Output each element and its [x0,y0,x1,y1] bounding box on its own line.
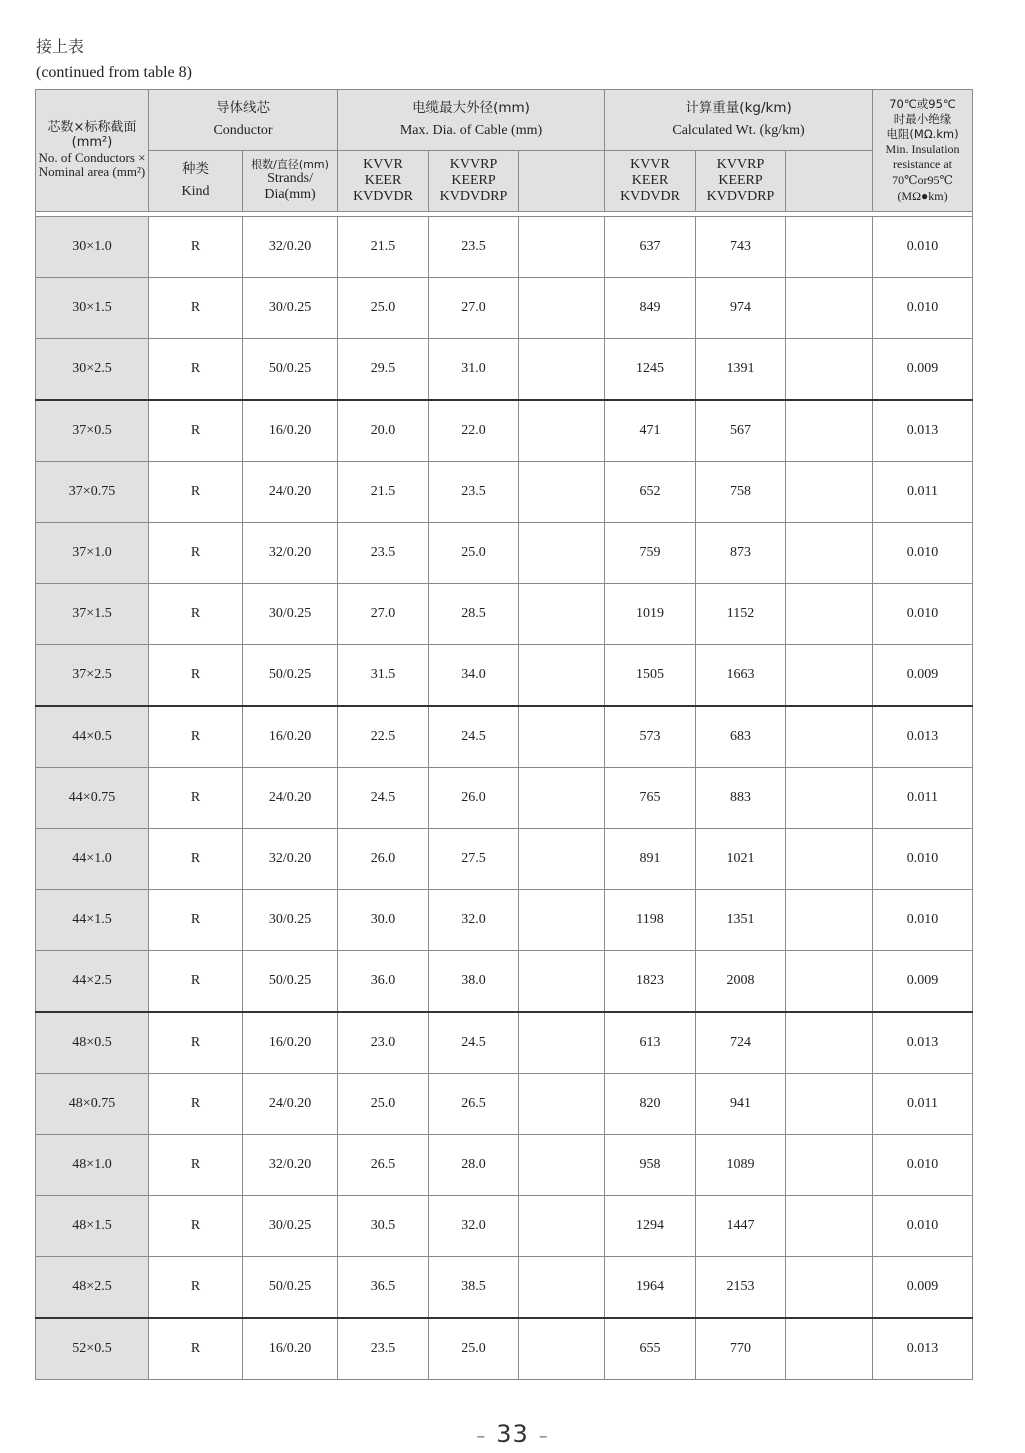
cell-strands: 32/0.20 [243,217,338,278]
type-kvvr: KVVR [363,156,403,172]
cell-wt-kvvr: 765 [605,768,696,829]
cell-wt-blank [786,706,873,768]
cell-dia-blank [519,584,605,645]
cell-wt-blank [786,1318,873,1380]
cell-dia-kvvr: 25.0 [338,278,429,339]
cell-kind: R [149,1196,243,1257]
header-conductor [149,90,338,151]
cell-kind: R [149,584,243,645]
cell-dia-kvvr: 26.0 [338,829,429,890]
cell-wt-blank [786,1074,873,1135]
cell-resistance: 0.010 [873,278,973,339]
type-keer: KEER [364,172,402,188]
cell-wt-kvvr: 1019 [605,584,696,645]
header-kind-cn: 种类 [182,161,209,178]
cell-kind: R [149,1074,243,1135]
table-row [36,339,973,401]
cell-kind: R [149,278,243,339]
cell-wt-kvvrp: 1351 [696,890,786,951]
cell-resistance: 0.010 [873,523,973,584]
cell-dia-kvvr: 22.5 [338,706,429,768]
cell-dia-kvvrp: 23.5 [429,462,519,523]
cell-resistance: 0.011 [873,1074,973,1135]
header-max-dia-cn: 电缆最大外径(mm) [412,100,530,117]
cell-wt-kvvrp: 683 [696,706,786,768]
table-row [36,1257,973,1319]
cell-spec: 44×1.5 [36,890,149,951]
cell-strands: 30/0.25 [243,1196,338,1257]
page-number [0,1420,1025,1448]
cell-kind: R [149,217,243,278]
cell-strands: 32/0.20 [243,523,338,584]
cell-spec: 44×2.5 [36,951,149,1013]
header-res-en2: resistance at [893,157,953,172]
cell-dia-kvvrp: 28.5 [429,584,519,645]
cell-dia-kvvr: 25.0 [338,1074,429,1135]
cell-wt-blank [786,1012,873,1074]
cell-spec: 48×1.0 [36,1135,149,1196]
cell-dia-kvvr: 21.5 [338,462,429,523]
cell-spec: 37×2.5 [36,645,149,707]
cell-strands: 32/0.20 [243,1135,338,1196]
cell-resistance: 0.010 [873,1196,973,1257]
cell-resistance: 0.011 [873,768,973,829]
cell-dia-kvvr: 20.0 [338,400,429,462]
cell-kind: R [149,1318,243,1380]
cell-dia-kvvrp: 26.5 [429,1074,519,1135]
caption-cn: 接上表 [36,37,85,56]
cell-wt-kvvr: 613 [605,1012,696,1074]
cable-spec-table [35,89,973,1380]
cell-dia-kvvrp: 28.0 [429,1135,519,1196]
cell-dia-blank [519,1012,605,1074]
cell-strands: 30/0.25 [243,584,338,645]
cell-wt-kvvr: 471 [605,400,696,462]
cell-strands: 24/0.20 [243,768,338,829]
table-row [36,400,973,462]
cell-spec: 30×1.0 [36,217,149,278]
header-dia-kvvrp [429,151,519,212]
cell-dia-blank [519,645,605,707]
cell-wt-kvvrp: 1391 [696,339,786,401]
page-dash-left: – [476,1426,487,1447]
cell-wt-blank [786,1257,873,1319]
cell-spec: 37×1.0 [36,523,149,584]
cell-dia-blank [519,1196,605,1257]
cell-spec: 48×1.5 [36,1196,149,1257]
cell-wt-kvvr: 1245 [605,339,696,401]
cell-wt-kvvrp: 1663 [696,645,786,707]
cell-wt-kvvrp: 758 [696,462,786,523]
cell-wt-kvvrp: 1447 [696,1196,786,1257]
cell-wt-kvvrp: 1152 [696,584,786,645]
cell-dia-blank [519,1318,605,1380]
cell-resistance: 0.010 [873,217,973,278]
cell-wt-kvvr: 652 [605,462,696,523]
cell-dia-kvvrp: 32.0 [429,1196,519,1257]
header-max-dia-en: Max. Dia. of Cable (mm) [399,122,543,138]
header-strands-en: Strands/ Dia(mm) [264,171,316,203]
cell-dia-kvvrp: 31.0 [429,339,519,401]
cell-dia-kvvr: 36.0 [338,951,429,1013]
type-keer-wt: KEER [631,172,669,188]
cell-strands: 50/0.25 [243,951,338,1013]
cell-dia-blank [519,523,605,584]
cell-wt-blank [786,584,873,645]
header-wt-kvvrp [696,151,786,212]
header-insulation-resistance [873,90,973,212]
cell-dia-blank [519,706,605,768]
table-row [36,462,973,523]
header-calc-wt-en: Calculated Wt. (kg/km) [672,122,805,138]
table-row [36,278,973,339]
cell-kind: R [149,523,243,584]
cell-wt-blank [786,217,873,278]
cell-kind: R [149,339,243,401]
cell-resistance: 0.010 [873,890,973,951]
cell-dia-kvvrp: 27.0 [429,278,519,339]
cell-wt-blank [786,951,873,1013]
table-row [36,768,973,829]
cell-wt-kvvr: 637 [605,217,696,278]
cell-wt-kvvr: 1823 [605,951,696,1013]
header-conductor-cn: 导体线芯 [216,100,270,117]
type-kvvr-wt: KVVR [630,156,670,172]
cell-wt-kvvrp: 873 [696,523,786,584]
cell-wt-blank [786,645,873,707]
cell-strands: 16/0.20 [243,706,338,768]
header-calc-wt-cn: 计算重量(kg/km) [685,100,792,117]
cell-spec: 30×1.5 [36,278,149,339]
cell-strands: 30/0.25 [243,278,338,339]
cell-wt-kvvr: 1964 [605,1257,696,1319]
cell-dia-kvvrp: 24.5 [429,706,519,768]
header-kind [149,151,243,212]
table-row [36,951,973,1013]
type-keerp: KEERP [451,172,496,188]
cell-dia-blank [519,1257,605,1319]
type-kvdvdr-wt: KVDVDR [620,189,680,205]
table-row [36,645,973,707]
cell-kind: R [149,400,243,462]
cell-dia-kvvrp: 22.0 [429,400,519,462]
cell-dia-kvvr: 27.0 [338,584,429,645]
cell-dia-kvvrp: 38.0 [429,951,519,1013]
header-res-en1: Min. Insulation [885,141,960,156]
cell-spec: 37×0.75 [36,462,149,523]
header-dia-kvvr [338,151,429,212]
cell-spec: 44×1.0 [36,829,149,890]
type-kvvrp-wt: KVVRP [716,156,765,172]
table-row [36,584,973,645]
cell-strands: 16/0.20 [243,1318,338,1380]
cell-kind: R [149,706,243,768]
cell-strands: 16/0.20 [243,400,338,462]
cell-kind: R [149,1135,243,1196]
cell-wt-kvvr: 655 [605,1318,696,1380]
table-row [36,890,973,951]
cell-spec: 48×0.75 [36,1074,149,1135]
cell-wt-kvvr: 759 [605,523,696,584]
cell-wt-blank [786,523,873,584]
cell-dia-kvvrp: 23.5 [429,217,519,278]
cell-dia-kvvr: 31.5 [338,645,429,707]
cell-resistance: 0.011 [873,462,973,523]
cell-kind: R [149,1257,243,1319]
cell-strands: 24/0.20 [243,462,338,523]
cell-wt-blank [786,768,873,829]
cell-resistance: 0.013 [873,706,973,768]
cell-wt-blank [786,462,873,523]
header-strands [243,151,338,212]
cell-wt-blank [786,339,873,401]
cell-dia-kvvr: 29.5 [338,339,429,401]
cell-kind: R [149,1012,243,1074]
cell-strands: 24/0.20 [243,1074,338,1135]
cell-dia-blank [519,951,605,1013]
cell-wt-blank [786,829,873,890]
table-row [36,217,973,278]
cell-wt-blank [786,400,873,462]
header-calc-wt [605,90,873,151]
cell-wt-kvvrp: 743 [696,217,786,278]
cell-dia-kvvrp: 38.5 [429,1257,519,1319]
table-row [36,1196,973,1257]
cell-dia-kvvrp: 26.0 [429,768,519,829]
header-spec-cn: 芯数×标称截面(mm²) [47,119,137,150]
header-spec [36,90,149,212]
cell-wt-kvvr: 1198 [605,890,696,951]
cell-kind: R [149,768,243,829]
cell-wt-kvvr: 1294 [605,1196,696,1257]
cell-dia-kvvr: 24.5 [338,768,429,829]
cell-spec: 37×0.5 [36,400,149,462]
cell-strands: 50/0.25 [243,339,338,401]
cell-dia-kvvrp: 25.0 [429,523,519,584]
cell-wt-kvvr: 958 [605,1135,696,1196]
page-dash-right: – [538,1426,549,1447]
table-row [36,1012,973,1074]
header-wt-blank [786,151,873,212]
header-kind-en: Kind [181,183,210,199]
header-res-en4: (MΩ●km) [897,188,948,203]
cell-wt-blank [786,1135,873,1196]
header-res-cn2: 时最小绝缘 [893,111,952,126]
cell-resistance: 0.013 [873,400,973,462]
cell-wt-blank [786,278,873,339]
cell-dia-blank [519,829,605,890]
cell-dia-kvvrp: 25.0 [429,1318,519,1380]
cell-kind: R [149,645,243,707]
cell-strands: 30/0.25 [243,890,338,951]
cell-dia-kvvr: 26.5 [338,1135,429,1196]
table-row [36,1135,973,1196]
cell-wt-kvvrp: 2153 [696,1257,786,1319]
cell-spec: 48×2.5 [36,1257,149,1319]
table-row [36,523,973,584]
cell-dia-kvvrp: 27.5 [429,829,519,890]
page-number-value: 33 [496,1420,529,1448]
cell-dia-kvvr: 30.5 [338,1196,429,1257]
cell-resistance: 0.010 [873,829,973,890]
cell-dia-kvvrp: 32.0 [429,890,519,951]
cell-wt-blank [786,890,873,951]
cell-kind: R [149,951,243,1013]
cell-kind: R [149,829,243,890]
cell-dia-kvvr: 23.5 [338,1318,429,1380]
cell-spec: 48×0.5 [36,1012,149,1074]
table-row [36,1074,973,1135]
cell-wt-kvvr: 820 [605,1074,696,1135]
cell-dia-blank [519,339,605,401]
header-max-dia [338,90,605,151]
table-row [36,1318,973,1380]
cell-dia-kvvr: 30.0 [338,890,429,951]
cell-spec: 37×1.5 [36,584,149,645]
table-body [36,217,973,1380]
header-dia-blank [519,151,605,212]
header-spec-en: No. of Conductors × Nominal area (mm²) [38,149,146,180]
cell-dia-blank [519,462,605,523]
cell-dia-kvvr: 36.5 [338,1257,429,1319]
table-row [36,829,973,890]
table-row [36,706,973,768]
cell-strands: 32/0.20 [243,829,338,890]
cell-dia-kvvrp: 34.0 [429,645,519,707]
cell-wt-kvvrp: 974 [696,278,786,339]
cell-dia-kvvr: 23.0 [338,1012,429,1074]
cell-dia-kvvr: 23.5 [338,523,429,584]
cell-strands: 50/0.25 [243,645,338,707]
cell-wt-kvvrp: 1089 [696,1135,786,1196]
cell-spec: 44×0.5 [36,706,149,768]
header-wt-kvvr [605,151,696,212]
cell-resistance: 0.010 [873,584,973,645]
cell-spec: 52×0.5 [36,1318,149,1380]
cell-wt-kvvrp: 567 [696,400,786,462]
type-kvdvdrp: KVDVDRP [439,189,508,205]
cell-wt-blank [786,1196,873,1257]
cell-spec: 44×0.75 [36,768,149,829]
type-kvdvdr: KVDVDR [353,189,413,205]
cell-dia-kvvr: 21.5 [338,217,429,278]
header-res-cn3: 电阻(MΩ.km) [886,126,959,141]
cell-wt-kvvr: 1505 [605,645,696,707]
cell-resistance: 0.013 [873,1012,973,1074]
cell-kind: R [149,462,243,523]
header-strands-cn: 根数/直径(mm) [251,157,329,171]
type-keerp-wt: KEERP [718,172,763,188]
type-kvvrp: KVVRP [449,156,498,172]
cell-wt-kvvr: 891 [605,829,696,890]
cell-wt-kvvrp: 883 [696,768,786,829]
cell-dia-blank [519,1074,605,1135]
cell-spec: 30×2.5 [36,339,149,401]
cell-resistance: 0.009 [873,339,973,401]
header-res-en3: 70℃or95℃ [892,172,953,187]
cell-dia-kvvrp: 24.5 [429,1012,519,1074]
cell-wt-kvvrp: 770 [696,1318,786,1380]
caption-en: (continued from table 8) [36,64,192,81]
cell-strands: 50/0.25 [243,1257,338,1319]
cell-wt-kvvr: 849 [605,278,696,339]
cell-resistance: 0.010 [873,1135,973,1196]
cell-wt-kvvrp: 2008 [696,951,786,1013]
type-kvdvdrp-wt: KVDVDRP [706,189,775,205]
header-conductor-en: Conductor [213,122,273,138]
cell-wt-kvvr: 573 [605,706,696,768]
cell-resistance: 0.009 [873,951,973,1013]
cell-wt-kvvrp: 724 [696,1012,786,1074]
cell-wt-kvvrp: 1021 [696,829,786,890]
cell-dia-blank [519,1135,605,1196]
cell-resistance: 0.009 [873,645,973,707]
cell-dia-blank [519,217,605,278]
cell-dia-blank [519,768,605,829]
cell-resistance: 0.009 [873,1257,973,1319]
cell-dia-blank [519,400,605,462]
cell-dia-blank [519,278,605,339]
cell-kind: R [149,890,243,951]
cell-dia-blank [519,890,605,951]
header-res-cn1: 70℃或95℃ [889,96,956,111]
cell-wt-kvvrp: 941 [696,1074,786,1135]
cell-strands: 16/0.20 [243,1012,338,1074]
cell-resistance: 0.013 [873,1318,973,1380]
